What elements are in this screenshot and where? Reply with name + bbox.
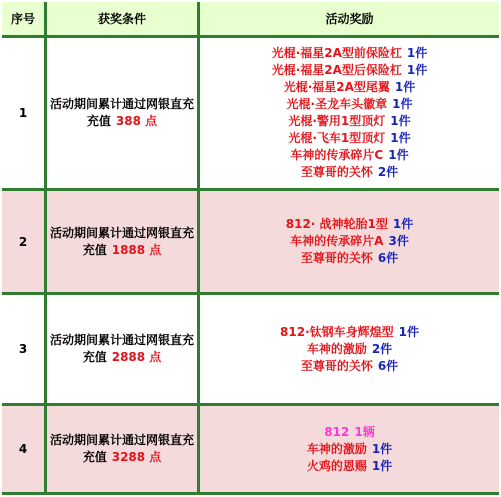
reward-name: 车神的激励 (306, 341, 367, 356)
row2-condition-prefix: 充值 (82, 242, 107, 257)
reward-item (288, 113, 410, 130)
reward-name: 车神的激励 (306, 441, 367, 456)
reward-name: 至尊哥的关怀 (300, 358, 373, 373)
reward-item (301, 250, 398, 267)
row1-index: 1 (2, 38, 44, 188)
reward-qty: 1件 (390, 131, 411, 145)
row4-condition-line2 (83, 449, 162, 466)
row2-condition-amount: 1888 点 (111, 242, 162, 257)
row4-condition-prefix: 充值 (82, 450, 107, 464)
reward-qty: 2件 (371, 341, 393, 356)
reward-item (301, 358, 398, 375)
reward-item (272, 62, 428, 79)
reward-name: 812· 战神轮胎1型 (285, 217, 388, 231)
reward-qty: 1件 (371, 441, 393, 456)
reward-qty: 6件 (377, 358, 399, 373)
row1-condition (47, 38, 197, 188)
reward-name: 光棍·圣龙车头徽章 (286, 97, 388, 111)
reward-qty: 6件 (377, 251, 399, 265)
reward-qty: 1辆 (354, 424, 375, 439)
row3-condition-amount: 2888 点 (111, 350, 162, 364)
reward-qty: 1件 (406, 46, 428, 60)
row3-condition (47, 295, 197, 403)
row2-index: 2 (2, 191, 44, 292)
header-reward: 活动奖励 (200, 2, 499, 35)
reward-qty: 1件 (398, 324, 419, 339)
reward-name: 光棍·福星2A型前保险杠 (271, 46, 402, 60)
row4-condition-line1: 活动期间累计通过网银直充 (49, 433, 194, 447)
reward-item (307, 341, 392, 358)
reward-name: 火鸡的恩赐 (306, 458, 367, 473)
reward-name: 光棍·警用1型顶灯 (288, 114, 386, 128)
reward-item (288, 130, 410, 147)
row1-condition-prefix: 充值 (86, 114, 111, 128)
row3-condition-line1: 活动期间累计通过网银直充 (49, 333, 194, 347)
reward-name: 812 (324, 424, 350, 439)
reward-qty: 1件 (394, 80, 416, 94)
reward-name: 至尊哥的关怀 (300, 251, 373, 265)
reward-qty: 1件 (406, 63, 428, 77)
reward-item (272, 45, 428, 62)
reward-qty: 1件 (392, 97, 413, 111)
row1-condition-line1: 活动期间累计通过网银直充 (49, 97, 194, 111)
row1-condition-line2 (87, 113, 157, 130)
row3-rewards (200, 295, 499, 403)
row2-condition-line2 (83, 242, 162, 259)
reward-qty: 1件 (371, 458, 393, 473)
reward-qty: 3件 (388, 234, 409, 248)
reward-item (290, 233, 409, 250)
row2-condition-line1: 活动期间累计通过网银直充 (49, 225, 194, 240)
reward-name: 车神的传承碎片A (290, 234, 384, 248)
reward-item (290, 147, 408, 164)
row3-condition-prefix: 充值 (82, 350, 107, 364)
reward-name: 光棍·福星2A型尾翼 (283, 80, 390, 94)
reward-table (2, 2, 499, 495)
reward-item-highlight (324, 424, 374, 441)
reward-item (301, 164, 398, 181)
reward-item (286, 216, 414, 233)
reward-qty: 2件 (377, 165, 399, 179)
reward-item (307, 441, 392, 458)
reward-item (287, 96, 413, 113)
reward-item (307, 458, 392, 475)
header-condition: 获奖条件 (47, 2, 197, 35)
row1-condition-amount: 388 点 (115, 114, 158, 128)
row2-condition (47, 191, 197, 292)
row3-index: 3 (2, 295, 44, 403)
reward-name: 至尊哥的关怀 (300, 165, 373, 179)
row3-condition-line2 (83, 349, 162, 366)
row2-rewards (200, 191, 499, 292)
row4-rewards (200, 406, 499, 492)
reward-qty: 1件 (392, 217, 414, 231)
reward-name: 812·钛钢车身辉煌型 (280, 324, 394, 339)
reward-qty: 1件 (390, 114, 411, 128)
row1-rewards (200, 38, 499, 188)
reward-item (284, 79, 416, 96)
reward-qty: 1件 (388, 148, 409, 162)
row4-condition-amount: 3288 点 (111, 450, 162, 464)
reward-name: 光棍·飞车1型顶灯 (288, 131, 386, 145)
reward-item (280, 324, 419, 341)
header-index: 序号 (2, 2, 44, 35)
reward-name: 光棍·福星2A型后保险杠 (271, 63, 402, 77)
row4-condition (47, 406, 197, 492)
reward-name: 车神的传承碎片C (290, 148, 384, 162)
row4-index: 4 (2, 406, 44, 492)
